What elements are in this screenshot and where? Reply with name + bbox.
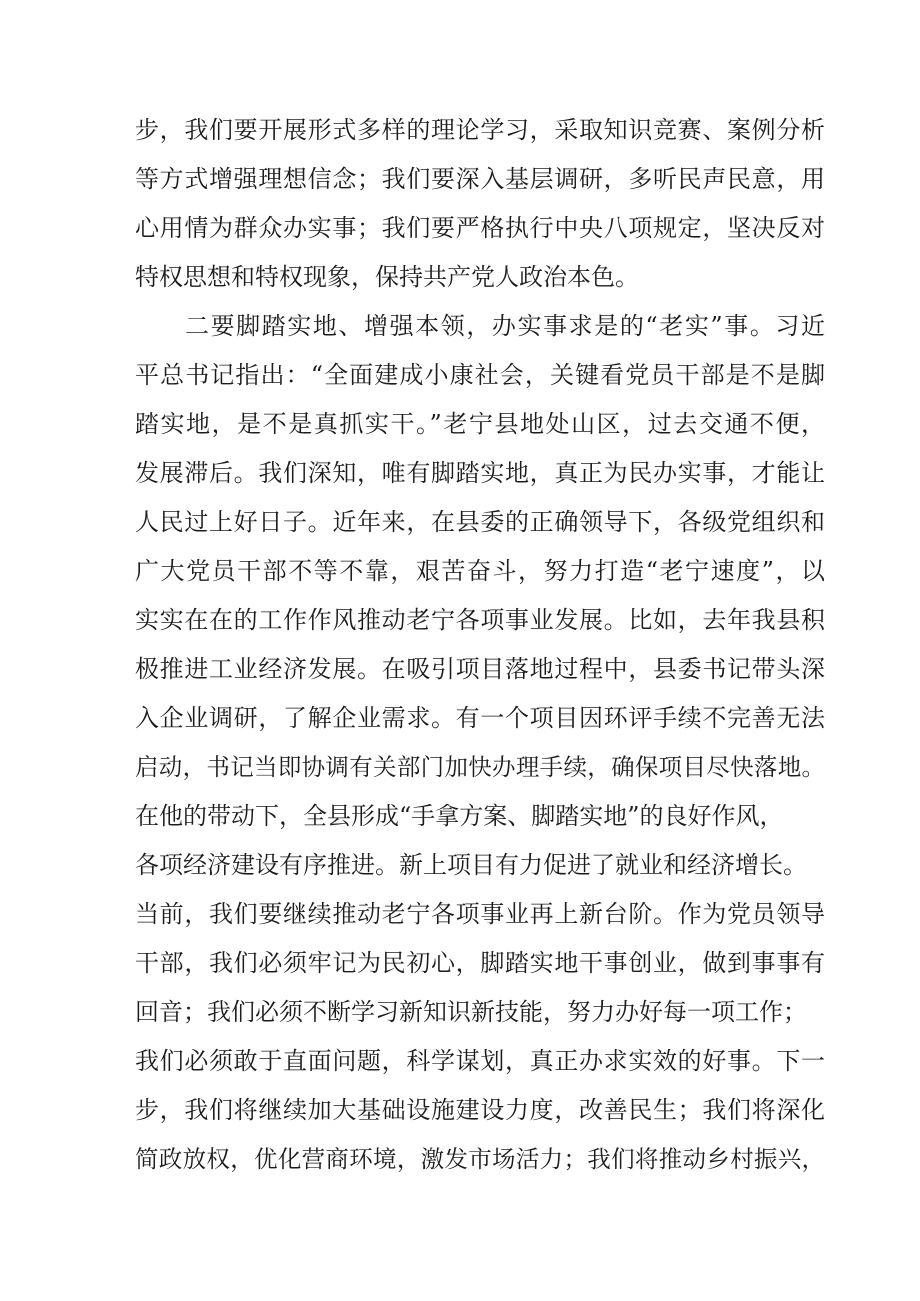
text-line: 回音；我们必须不断学习新知识新技能，努力办好每一项工作； [135,998,807,1026]
text-line: 启动，书记当即协调有关部门加快办理手续，确保项目尽快落地。 [135,753,825,781]
text-line: 入企业调研，了解企业需求。有一个项目因环评手续不完善无法 [135,704,825,732]
text-line: 广大党员干部不等不靠，艰苦奋斗，努力打造“老宁速度”，以 [135,557,825,585]
text-line: 实实在在的工作作风推动老宁各项事业发展。比如，去年我县积 [135,606,825,634]
text-line: 步，我们将继续加大基础设施建设力度，改善民生；我们将深化 [135,1096,825,1124]
text-line: 在他的带动下，全县形成“手拿方案、脚踏实地”的良好作风， [135,802,784,830]
text-line: 步，我们要开展形式多样的理论学习，采取知识竞赛、案例分析 [135,116,825,144]
text-line: 当前，我们要继续推动老宁各项事业再上新台阶。作为党员领导 [135,900,825,928]
paragraph-end-line: 特权思想和特权现象，保持共产党人政治本色。 [135,263,639,291]
text-line: 各项经济建设有序推进。新上项目有力促进了就业和经济增长。 [135,851,807,879]
paragraph-start-line: 二要脚踏实地、增强本领，办实事求是的“老实”事。习近 [185,312,825,340]
text-line: 人民过上好日子。近年来，在县委的正确领导下，各级党组织和 [135,508,825,536]
text-line: 踏实地，是不是真抓实干。”老宁县地处山区，过去交通不便， [135,410,825,438]
text-line: 简政放权，优化营商环境，激发市场活力；我们将推动乡村振兴， [135,1145,825,1173]
text-line: 平总书记指出：“全面建成小康社会，关键看党员干部是不是脚 [135,361,825,389]
text-line: 我们必须敢于直面问题，科学谋划，真正办求实效的好事。下一 [135,1047,825,1075]
body-text [135,106,825,1184]
text-line: 极推进工业经济发展。在吸引项目落地过程中，县委书记带头深 [135,655,825,683]
text-line: 等方式增强理想信念；我们要深入基层调研，多听民声民意，用 [135,165,825,193]
text-line: 心用情为群众办实事；我们要严格执行中央八项规定，坚决反对 [135,214,825,242]
text-line: 干部，我们必须牢记为民初心，脚踏实地干事创业，做到事事有 [135,949,825,977]
text-line: 发展滞后。我们深知，唯有脚踏实地，真正为民办实事，才能让 [135,459,825,487]
